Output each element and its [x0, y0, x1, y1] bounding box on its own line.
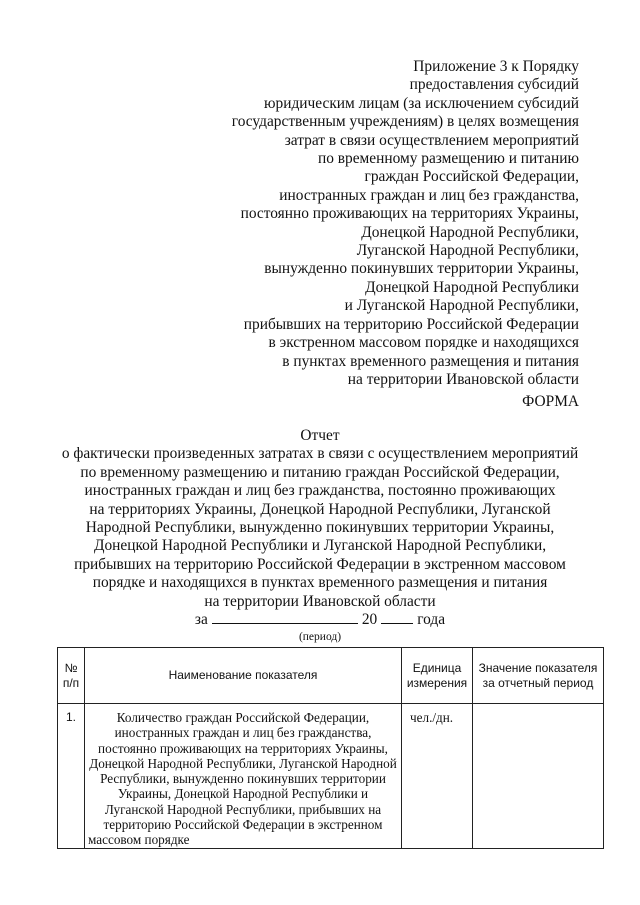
- year-blank[interactable]: [381, 611, 413, 624]
- appendix-line: юридическим лицам (за исключением субсидий: [264, 94, 579, 112]
- period-prefix: за: [194, 611, 208, 629]
- appendix-line: государственным учреждениям) в целях возмещения: [231, 113, 579, 131]
- appendix-line: по временному размещению и питанию: [317, 150, 579, 168]
- appendix-line: предоставления субсидий: [409, 76, 579, 94]
- appendix-line: иностранных граждан и лиц без гражданства,: [279, 186, 579, 204]
- report-title: Отчет: [300, 427, 340, 444]
- table-header-row: [58, 648, 604, 704]
- appendix-line: вынужденно покинувших территории Украины,: [264, 260, 579, 278]
- report-line: о фактически произведенных затратах в связи с осуществлением мероприятий: [61, 445, 579, 463]
- report-line: по временному размещению и питанию граждан Российской Федерации,: [80, 463, 560, 481]
- appendix-line: и Луганской Народной Республики,: [344, 297, 579, 315]
- report-line: Донецкой Народной Республики и Луганской Народной Республики,: [93, 537, 547, 555]
- form-label: ФОРМА: [522, 393, 579, 410]
- appendix-line: Донецкой Народной Республики: [365, 278, 579, 296]
- period-caption: (период): [298, 631, 342, 644]
- appendix-line: граждан Российской Федерации,: [364, 168, 579, 186]
- row-num: 1.: [58, 704, 85, 849]
- appendix-header: [232, 58, 579, 389]
- report-line: Народной Республики, вынужденно покинувших территории Украины,: [85, 519, 555, 537]
- appendix-line: в экстренном массовом порядке и находящихся: [268, 334, 579, 352]
- appendix-line: затрат в связи осуществлением мероприятий: [284, 131, 579, 149]
- report-heading: [0, 427, 640, 644]
- header-num: № п/п: [58, 648, 85, 704]
- appendix-line: прибывших на территорию Российской Федерации: [243, 315, 579, 333]
- table-row: [58, 704, 604, 849]
- report-line: иностранных граждан и лиц без гражданства, постоянно проживающих: [84, 482, 556, 500]
- appendix-line: Донецкой Народной Республики,: [361, 223, 579, 241]
- appendix-line: Луганской Народной Республики,: [356, 242, 579, 260]
- appendix-line: в пунктах временного размещения и питания: [282, 352, 579, 370]
- header-name: Наименование показателя: [85, 648, 402, 704]
- indicator-table: [57, 647, 604, 849]
- appendix-line: Приложение 3 к Порядку: [413, 58, 579, 75]
- header-unit: Единица измерения: [402, 648, 473, 704]
- header-value: Значение показателя за отчетный период: [473, 648, 604, 704]
- row-value[interactable]: [473, 704, 604, 849]
- period-blank[interactable]: [212, 611, 358, 624]
- report-line: порядке и находящихся в пунктах временного размещения и питания: [92, 574, 548, 592]
- period-year-prefix: 20: [361, 611, 378, 629]
- report-line: на территории Ивановской области: [204, 592, 436, 610]
- period-line: [0, 611, 640, 629]
- appendix-line: постоянно проживающих на территориях Украины,: [240, 205, 579, 223]
- period-suffix: года: [417, 611, 446, 629]
- report-line: на территориях Украины, Донецкой Народной Республики, Луганской: [89, 500, 551, 518]
- report-line: прибывших на территорию Российской Федерации в экстренном массовом: [74, 555, 566, 573]
- row-name: Количество граждан Российской Федерации, иностранных граждан и лиц без гражданства, постоянно проживающих на территориях Украины, Донецкой Народной Республики, Луганской Народной Республики, вынужденно покинувших территории Украины, Донецкой Народной Республики и Луганской Народной Республики, прибывших на территорию Российской Федерации в экстренном массовом порядке: [85, 704, 402, 849]
- row-unit: чел./дн.: [402, 704, 473, 849]
- appendix-line: на территории Ивановской области: [347, 370, 579, 388]
